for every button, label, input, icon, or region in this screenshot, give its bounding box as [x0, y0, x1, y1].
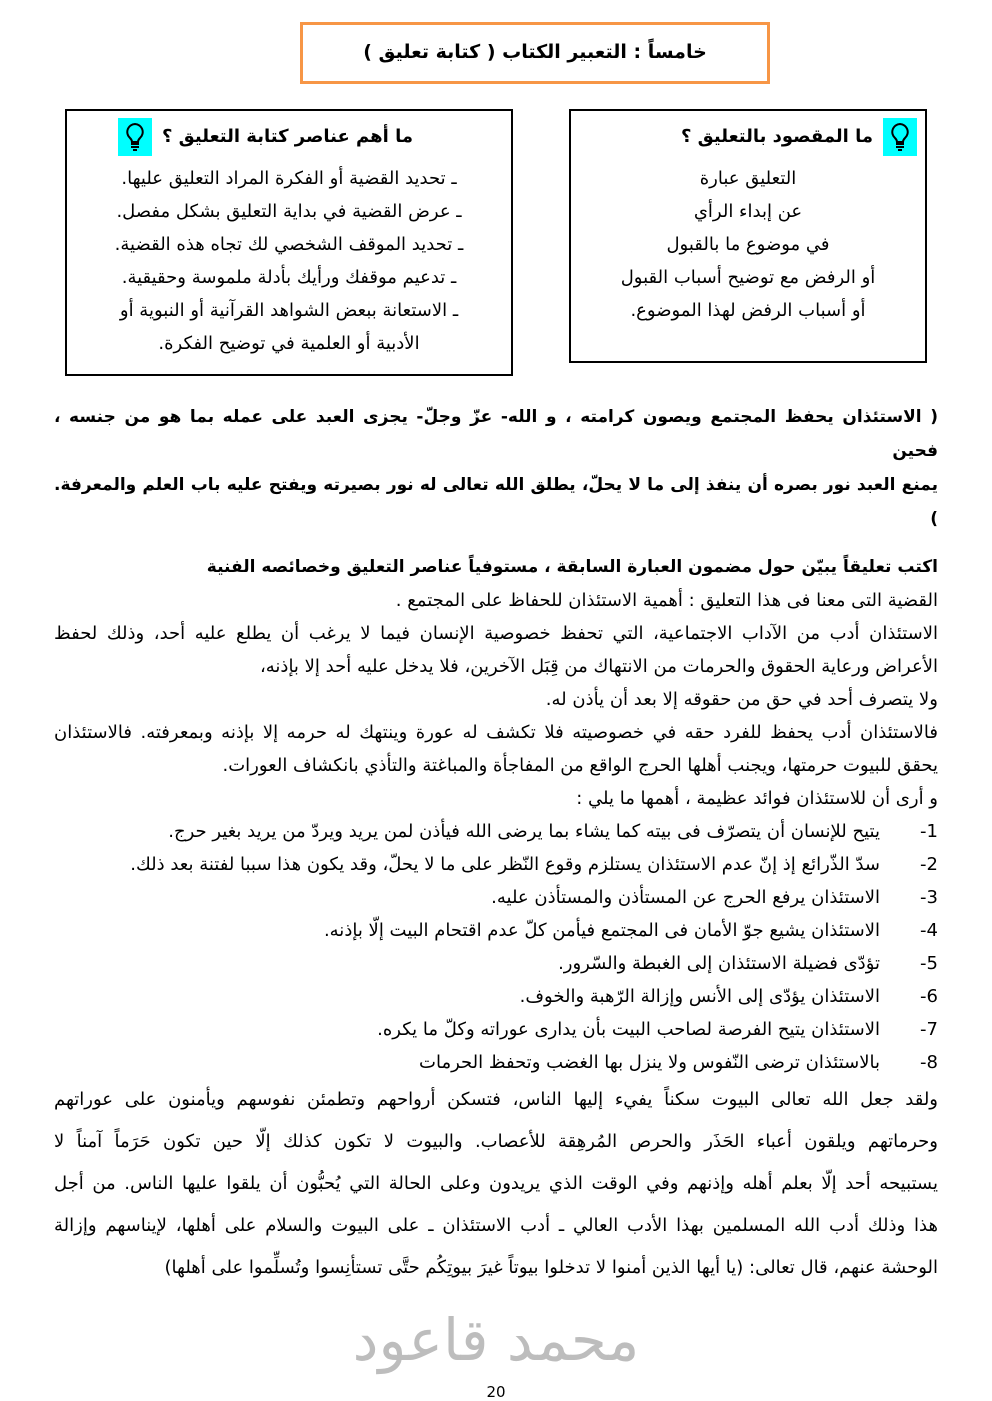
list-text: الاستئذان يرفع الحرج عن المستأذن والمستأذن عليه.: [491, 887, 880, 908]
list-item: [54, 848, 938, 881]
elements-line: الأدبية أو العلمية في توضيح الفكرة.: [158, 333, 420, 354]
list-item: [54, 980, 938, 1013]
elements-line: ـ عرض القضية في بداية التعليق بشكل مفصل.: [116, 201, 462, 222]
definition-header: [579, 118, 917, 156]
info-boxes: [65, 109, 927, 376]
list-number: -6: [920, 986, 938, 1007]
elements-header: [75, 118, 503, 156]
list-text: الاستئذان يتيح الفرصة لصاحب البيت بأن يدارى عوراته وكلّ ما يكره.: [377, 1019, 880, 1040]
list-item: [54, 815, 938, 848]
page-number: 20: [486, 1383, 506, 1401]
list-item: [54, 881, 938, 914]
definition-line: في موضوع ما بالقبول: [666, 234, 830, 255]
list-number: -4: [920, 920, 938, 941]
watermark: محمد قاعود: [352, 1306, 640, 1374]
definition-heading: ما المقصود بالتعليق ؟: [680, 126, 873, 147]
list-number: -8: [920, 1052, 938, 1073]
closing-line: ولقد جعل الله تعالى البيوت سكناً يفيء إليها الناس، فتسكن أرواحهم وتطمئن نفوسهم ويأمنون على عوراتهم: [54, 1089, 938, 1110]
list-text: يتيح للإنسان أن يتصرّف فى بيته كما يشاء بما يرضى الله فيأذن لمن يريد ويردّ من يريد بغير حرج.: [168, 821, 880, 842]
instruction: اكتب تعليقاً يبيّن حول مضمون العبارة السابقة ، مستوفياً عناصر التعليق وخصائصه الفنية: [206, 557, 938, 577]
closing-line: يستبيحه أحد إلّا بعلم أهله وإذنهم وفي الوقت الذي يريدون وعلى الحالة التي يُحبُّون أن يلقوا عليها الناس. من أجل: [54, 1173, 938, 1194]
definition-line: أو الرفض مع توضيح أسباب القبول: [620, 267, 876, 288]
elements-box: [65, 109, 513, 376]
list-text: سدّ الذّرائع إذ إنّ عدم الاستئذان يستلزم وقوع النّظر على ما لا يحلّ، وقد يكون هذا سببا لفتنة بعد ذلك.: [130, 854, 880, 875]
benefits-list: [54, 815, 938, 1079]
paragraph-line: الأعراض ورعاية الحقوق والحرمات من الانتهاك من قِبَل الآخرين، فلا يدخل عليه أحد إلا بإذنه،: [259, 656, 938, 677]
paragraph-line: فالاستئذان أدب يحفظ للفرد حقه في خصوصيته فلا تكشف له عورة وينتهك له حرمه إلا بإذنه وبمعرفته. فالاستئذان: [54, 722, 938, 743]
list-number: -1: [920, 821, 938, 842]
closing-line: هذا وذلك أدب الله المسلمين بهذا الأدب العالي ـ أدب الاستئذان ـ على البيوت والسلام على أهلها، لإيناسهم وإزالة: [54, 1215, 938, 1236]
title-box: [300, 22, 770, 84]
list-item: [54, 1046, 938, 1079]
list-text: الاستئذان يؤدّى إلى الأنس وإزالة الرّهبة والخوف.: [519, 986, 880, 1007]
list-number: -3: [920, 887, 938, 908]
elements-heading: ما أهم عناصر كتابة التعليق ؟: [161, 126, 413, 147]
main-content: [54, 400, 938, 1401]
quote-line: يمنع العبد نور بصره أن ينفذ إلى ما لا يحلّ، يطلق الله تعالى له نور بصيرته ويفتح عليه باب العلم والمعرفة. ): [54, 475, 938, 529]
closing-line: وحرماتهم ويلقون أعباء الحَذَر والحرص المُرهِقة للأعصاب. والبيوت لا تكون كذلك إلّا حين تكون حَرَماً آمناً لا: [54, 1131, 938, 1152]
definition-line: عن إبداء الرأي: [693, 201, 803, 222]
list-number: -5: [920, 953, 938, 974]
lightbulb-icon: [118, 118, 152, 156]
elements-line: ـ تحديد الموقف الشخصي لك تجاه هذه القضية.: [114, 234, 464, 255]
list-text: الاستئذان يشيع جوّ الأمان فى المجتمع فيأمن كلّ عدم اقتحام البيت إلّا بإذنه.: [323, 920, 880, 941]
quote-line: ( الاستئذان يحفظ المجتمع ويصون كرامته ، و الله- عزّ وجلّ- يجزى العبد على عمله بما هو من جنسه ، فحين: [54, 407, 938, 461]
paragraph-line: يحقق للبيوت حرمتها، ويجنب أهلها الحرج الواقع من المفاجأة والمباغتة والتأذي بانكشاف العورات.: [222, 755, 938, 776]
page-title: خامساً : التعبير الكتاب ( كتابة تعليق ): [363, 41, 707, 63]
paragraph-line: و أرى أن للاستئذان فوائد عظيمة ، أهمها ما يلي :: [576, 788, 938, 809]
elements-line: ـ تحديد القضية أو الفكرة المراد التعليق عليها.: [121, 168, 457, 189]
list-text: بالاستئذان ترضى النّفوس ولا ينزل بها الغضب وتحفظ الحرمات: [419, 1052, 880, 1073]
issue-line: القضية التى معنا فى هذا التعليق : أهمية الاستئذان للحفاظ على المجتمع .: [395, 590, 938, 611]
list-number: -2: [920, 854, 938, 875]
closing-line: الوحشة عنهم، قال تعالى: (يا أيها الذين أمنوا لا تدخلوا بيوتاً غيرَ بيوتِكُم حتَّى تستأنِسوا وتُسلِّموا على أهلها): [164, 1257, 938, 1278]
definition-line: أو أسباب الرفض لهذا الموضوع.: [630, 300, 866, 321]
list-text: تؤدّى فضيلة الاستئذان إلى الغبطة والسّرور.: [558, 953, 880, 974]
list-item: [54, 1013, 938, 1046]
list-number: -7: [920, 1019, 938, 1040]
definition-line: التعليق عبارة: [699, 168, 797, 189]
lightbulb-icon: [883, 118, 917, 156]
elements-line: ـ تدعيم موقفك ورأيك بأدلة ملموسة وحقيقية.: [121, 267, 457, 288]
list-item: [54, 914, 938, 947]
paragraph-line: الاستئذان أدب من الآداب الاجتماعية، التي تحفظ خصوصية الإنسان فيما لا يرغب أن يطلع عليه أحد، وذلك لحفظ: [54, 623, 938, 644]
definition-box: [569, 109, 927, 363]
paragraph-line: ولا يتصرف أحد في حق من حقوقه إلا بعد أن يأذن له.: [545, 689, 938, 710]
list-item: [54, 947, 938, 980]
elements-line: ـ الاستعانة ببعض الشواهد القرآنية أو النبوية أو: [119, 300, 459, 321]
